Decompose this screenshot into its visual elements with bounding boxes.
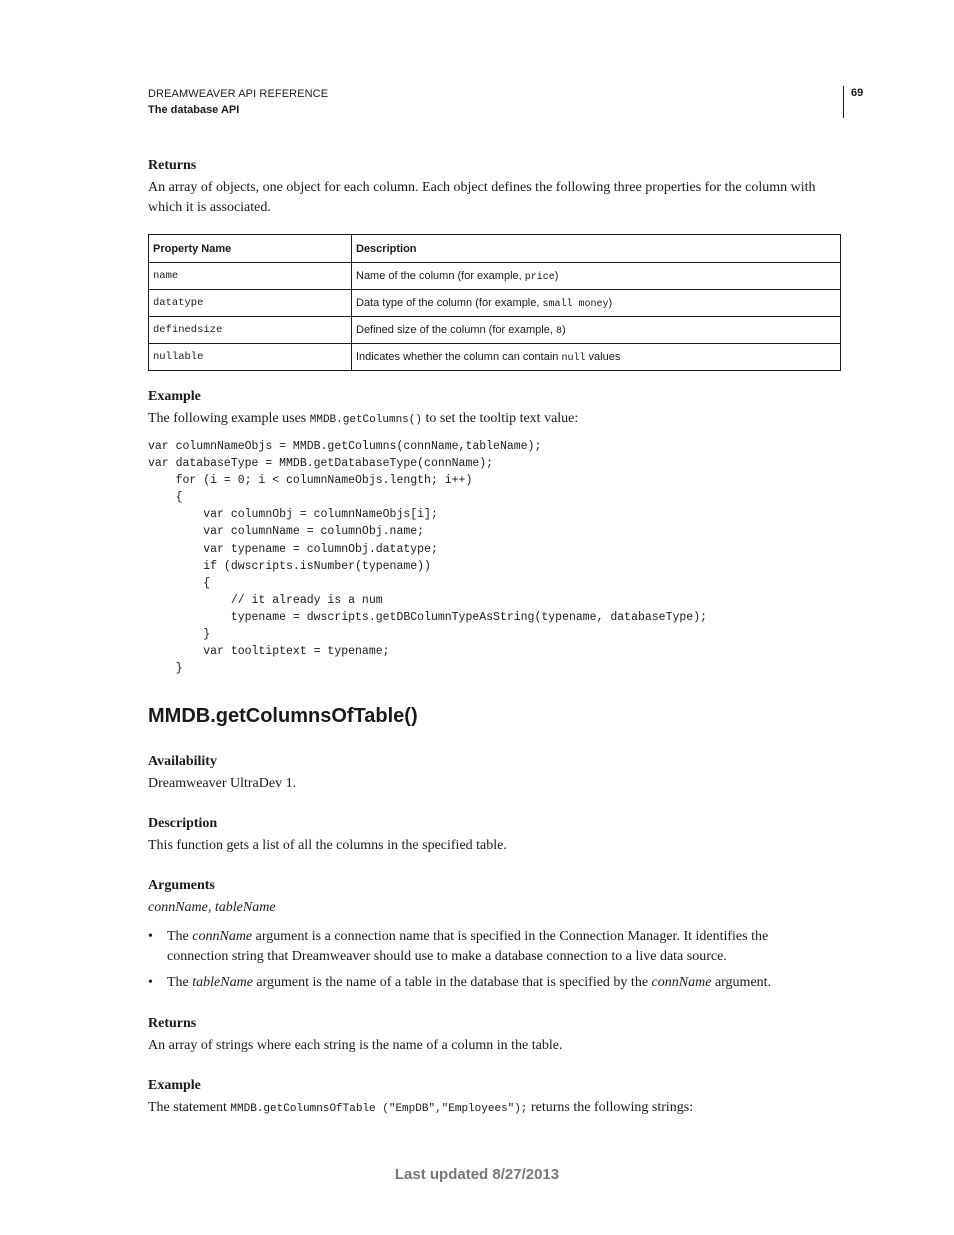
code-line: if (dwscripts.isNumber(typename)) <box>148 559 431 573</box>
footer <box>0 1166 954 1183</box>
code-line: for (i = 0; i < columnNameObjs.length; i++) <box>148 474 473 488</box>
page-number: 69 <box>851 87 864 99</box>
code-line: var columnObj = columnNameObjs[i]; <box>148 508 438 522</box>
argument-name: connName <box>192 929 253 944</box>
returns-text: An array of strings where each string is the name of a column in the table. <box>148 1038 563 1053</box>
table-header-description: Description <box>352 235 841 263</box>
example-statement-code: MMDB.getColumnsOfTable ("EmpDB","Employees"); <box>230 1103 528 1115</box>
desc-text: ) <box>554 269 559 282</box>
code-line: var tooltiptext = typename; <box>148 645 390 659</box>
code-line: // it already is a num <box>148 593 383 607</box>
description-heading: Description <box>148 816 218 831</box>
code-line: var columnNameObjs = MMDB.getColumns(connName,tableName); <box>148 440 542 453</box>
argument-text: The <box>167 929 193 944</box>
property-name: nullable <box>149 344 352 371</box>
code-line: { <box>148 491 183 505</box>
property-description <box>352 263 841 290</box>
desc-text: Defined size of the column (for example, <box>356 323 556 336</box>
argument-text: argument is a connection name that is specified in the Connection Manager. It identifies the connection string that Dreamweaver should use to make a database connection to a live data source. <box>167 929 769 964</box>
property-description <box>352 317 841 344</box>
code-line: var databaseType = MMDB.getDatabaseType(connName); <box>148 457 494 471</box>
header-rule <box>843 86 844 118</box>
argument-name: connName <box>651 975 712 990</box>
running-header-section: The database API <box>148 104 240 116</box>
code-line: var typename = columnObj.datatype; <box>148 542 438 556</box>
example-statement <box>148 1098 843 1119</box>
footer-label: Last updated <box>394 1166 489 1183</box>
footer-date: 8/27/2013 <box>492 1166 560 1183</box>
table-row <box>149 290 841 317</box>
code-line: var columnName = columnObj.name; <box>148 525 425 539</box>
argument-item <box>148 973 828 993</box>
code-block <box>148 438 707 677</box>
example-intro-code: MMDB.getColumns() <box>309 414 422 426</box>
returns-text: An array of objects, one object for each column. Each object defines the following three properties for the column with which it is associated. <box>148 180 816 215</box>
example-intro-pre: The following example uses <box>148 411 310 426</box>
returns-heading: Returns <box>148 1016 197 1031</box>
argument-text: argument is the name of a table in the database that is specified by the <box>252 975 652 990</box>
properties-table <box>148 234 841 371</box>
table-row <box>149 263 841 290</box>
arguments-list <box>148 927 828 999</box>
argument-name: tableName <box>192 975 253 990</box>
table-row <box>149 344 841 371</box>
desc-code: 8 <box>555 325 562 337</box>
example-intro-post: to set the tooltip text value: <box>421 411 579 426</box>
arguments-signature: connName, tableName <box>148 900 276 915</box>
code-line: { <box>148 576 211 590</box>
desc-text: values <box>585 350 621 363</box>
description-text: This function gets a list of all the columns in the specified table. <box>148 838 507 853</box>
returns-heading: Returns <box>148 158 197 173</box>
argument-text: argument. <box>711 975 772 990</box>
example-intro <box>148 409 843 430</box>
desc-text: ) <box>561 323 566 336</box>
running-header-title: DREAMWEAVER API REFERENCE <box>148 88 329 100</box>
example-heading: Example <box>148 1078 201 1093</box>
desc-code: null <box>561 352 586 364</box>
function-title: MMDB.getColumnsOfTable() <box>148 705 418 727</box>
property-description <box>352 290 841 317</box>
example-statement-post: returns the following strings: <box>527 1100 694 1115</box>
availability-heading: Availability <box>148 754 217 769</box>
property-name: datatype <box>149 290 352 317</box>
property-name: name <box>149 263 352 290</box>
argument-text: The <box>167 975 193 990</box>
argument-item <box>148 927 828 967</box>
code-line: } <box>148 628 211 642</box>
desc-code: price <box>524 271 555 283</box>
desc-text: Name of the column (for example, <box>356 269 525 282</box>
property-name: definedsize <box>149 317 352 344</box>
arguments-heading: Arguments <box>148 878 215 893</box>
code-line: } <box>148 662 183 676</box>
availability-text: Dreamweaver UltraDev 1. <box>148 776 297 791</box>
code-line: typename = dwscripts.getDBColumnTypeAsString(typename, databaseType); <box>148 610 707 624</box>
desc-text: Data type of the column (for example, <box>356 296 543 309</box>
example-statement-pre: The statement <box>148 1100 231 1115</box>
desc-text: ) <box>608 296 613 309</box>
table-header-property: Property Name <box>149 235 352 263</box>
desc-code: small money <box>542 298 609 310</box>
table-row <box>149 317 841 344</box>
example-heading: Example <box>148 389 201 404</box>
property-description <box>352 344 841 371</box>
desc-text: Indicates whether the column can contain <box>356 350 562 363</box>
